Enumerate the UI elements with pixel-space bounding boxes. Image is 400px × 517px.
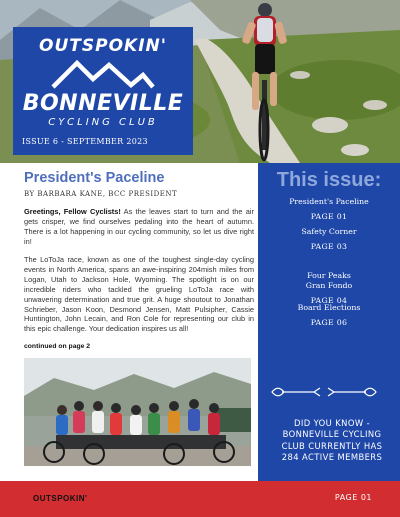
club-name: BONNEVILLE	[22, 91, 184, 116]
did-you-know-text: DID YOU KNOW - BONNEVILLE CYCLING CLUB CURRENTLY HAS 284 ACTIVE MEMBERS	[281, 418, 383, 463]
article-intro-paragraph	[24, 207, 254, 246]
article-body-paragraph: The LoToJa race, known as one of the toughest single-day cycling events in North America, spans an awe-inspiring 204mish miles from Logan, Utah to Jackson Hole, Wyoming. The spotlight is on our incredible riders who tackled the grueling LoToJa race with unwavering determination and true grit. A huge shoutout to Jonathan Schrieber, Jason Koon, Desmond Jensen, Matt Pulsipher, Cassie Huntington, John Lecain, and Ron Cole for representing our club in this epic challenge. Your dedication inspires us all!	[24, 255, 254, 334]
toc-item-title: President's Paceline	[289, 197, 369, 206]
main-article	[24, 170, 254, 350]
group-cyclists-image	[24, 358, 251, 466]
footer-bar	[0, 481, 400, 517]
article-title: President's Paceline	[24, 170, 165, 186]
footer-newsletter-name: OUTSPOKIN'	[33, 494, 88, 503]
toc-item-page: PAGE 06	[310, 317, 348, 327]
toc-item-title: Board Elections	[297, 303, 361, 312]
toc-item-title: Safety Corner	[301, 227, 357, 236]
continued-link[interactable]: continued on page 2	[24, 343, 91, 351]
club-subtitle: CYCLING CLUB	[48, 117, 158, 128]
toc-item-page: PAGE 04	[310, 295, 348, 305]
toc-item-title: Four Peaks Gran Fondo	[305, 270, 353, 291]
sidebar-this-issue	[258, 163, 400, 481]
toc-item-page: PAGE 01	[310, 211, 348, 221]
group-photo	[24, 358, 251, 466]
toc-item-safety-corner[interactable]	[258, 227, 400, 252]
toc-item-presidents-paceline[interactable]	[258, 197, 400, 222]
masthead	[13, 27, 193, 155]
toc-item-board-elections[interactable]	[258, 303, 400, 328]
toc-item-page: PAGE 03	[310, 241, 348, 251]
sidebar-heading: This issue:	[276, 169, 382, 191]
ornamental-divider-icon	[268, 385, 380, 399]
greeting: Greetings, Fellow Cyclists!	[24, 207, 121, 216]
issue-date: ISSUE 6 - SEPTEMBER 2023	[22, 137, 148, 146]
footer-page-number: PAGE 01	[334, 493, 372, 502]
article-byline: BY BARBARA KANE, BCC PRESIDENT	[24, 190, 178, 198]
mountain-logo-icon	[51, 59, 155, 89]
intro-text: As the leaves start to turn and the air gets crisper, we find ourselves pedaling into the heart of autumn. There is a lot happening in our cycling community, so let us dive right in!	[24, 207, 254, 246]
newsletter-name: OUTSPOKIN'	[39, 36, 167, 56]
